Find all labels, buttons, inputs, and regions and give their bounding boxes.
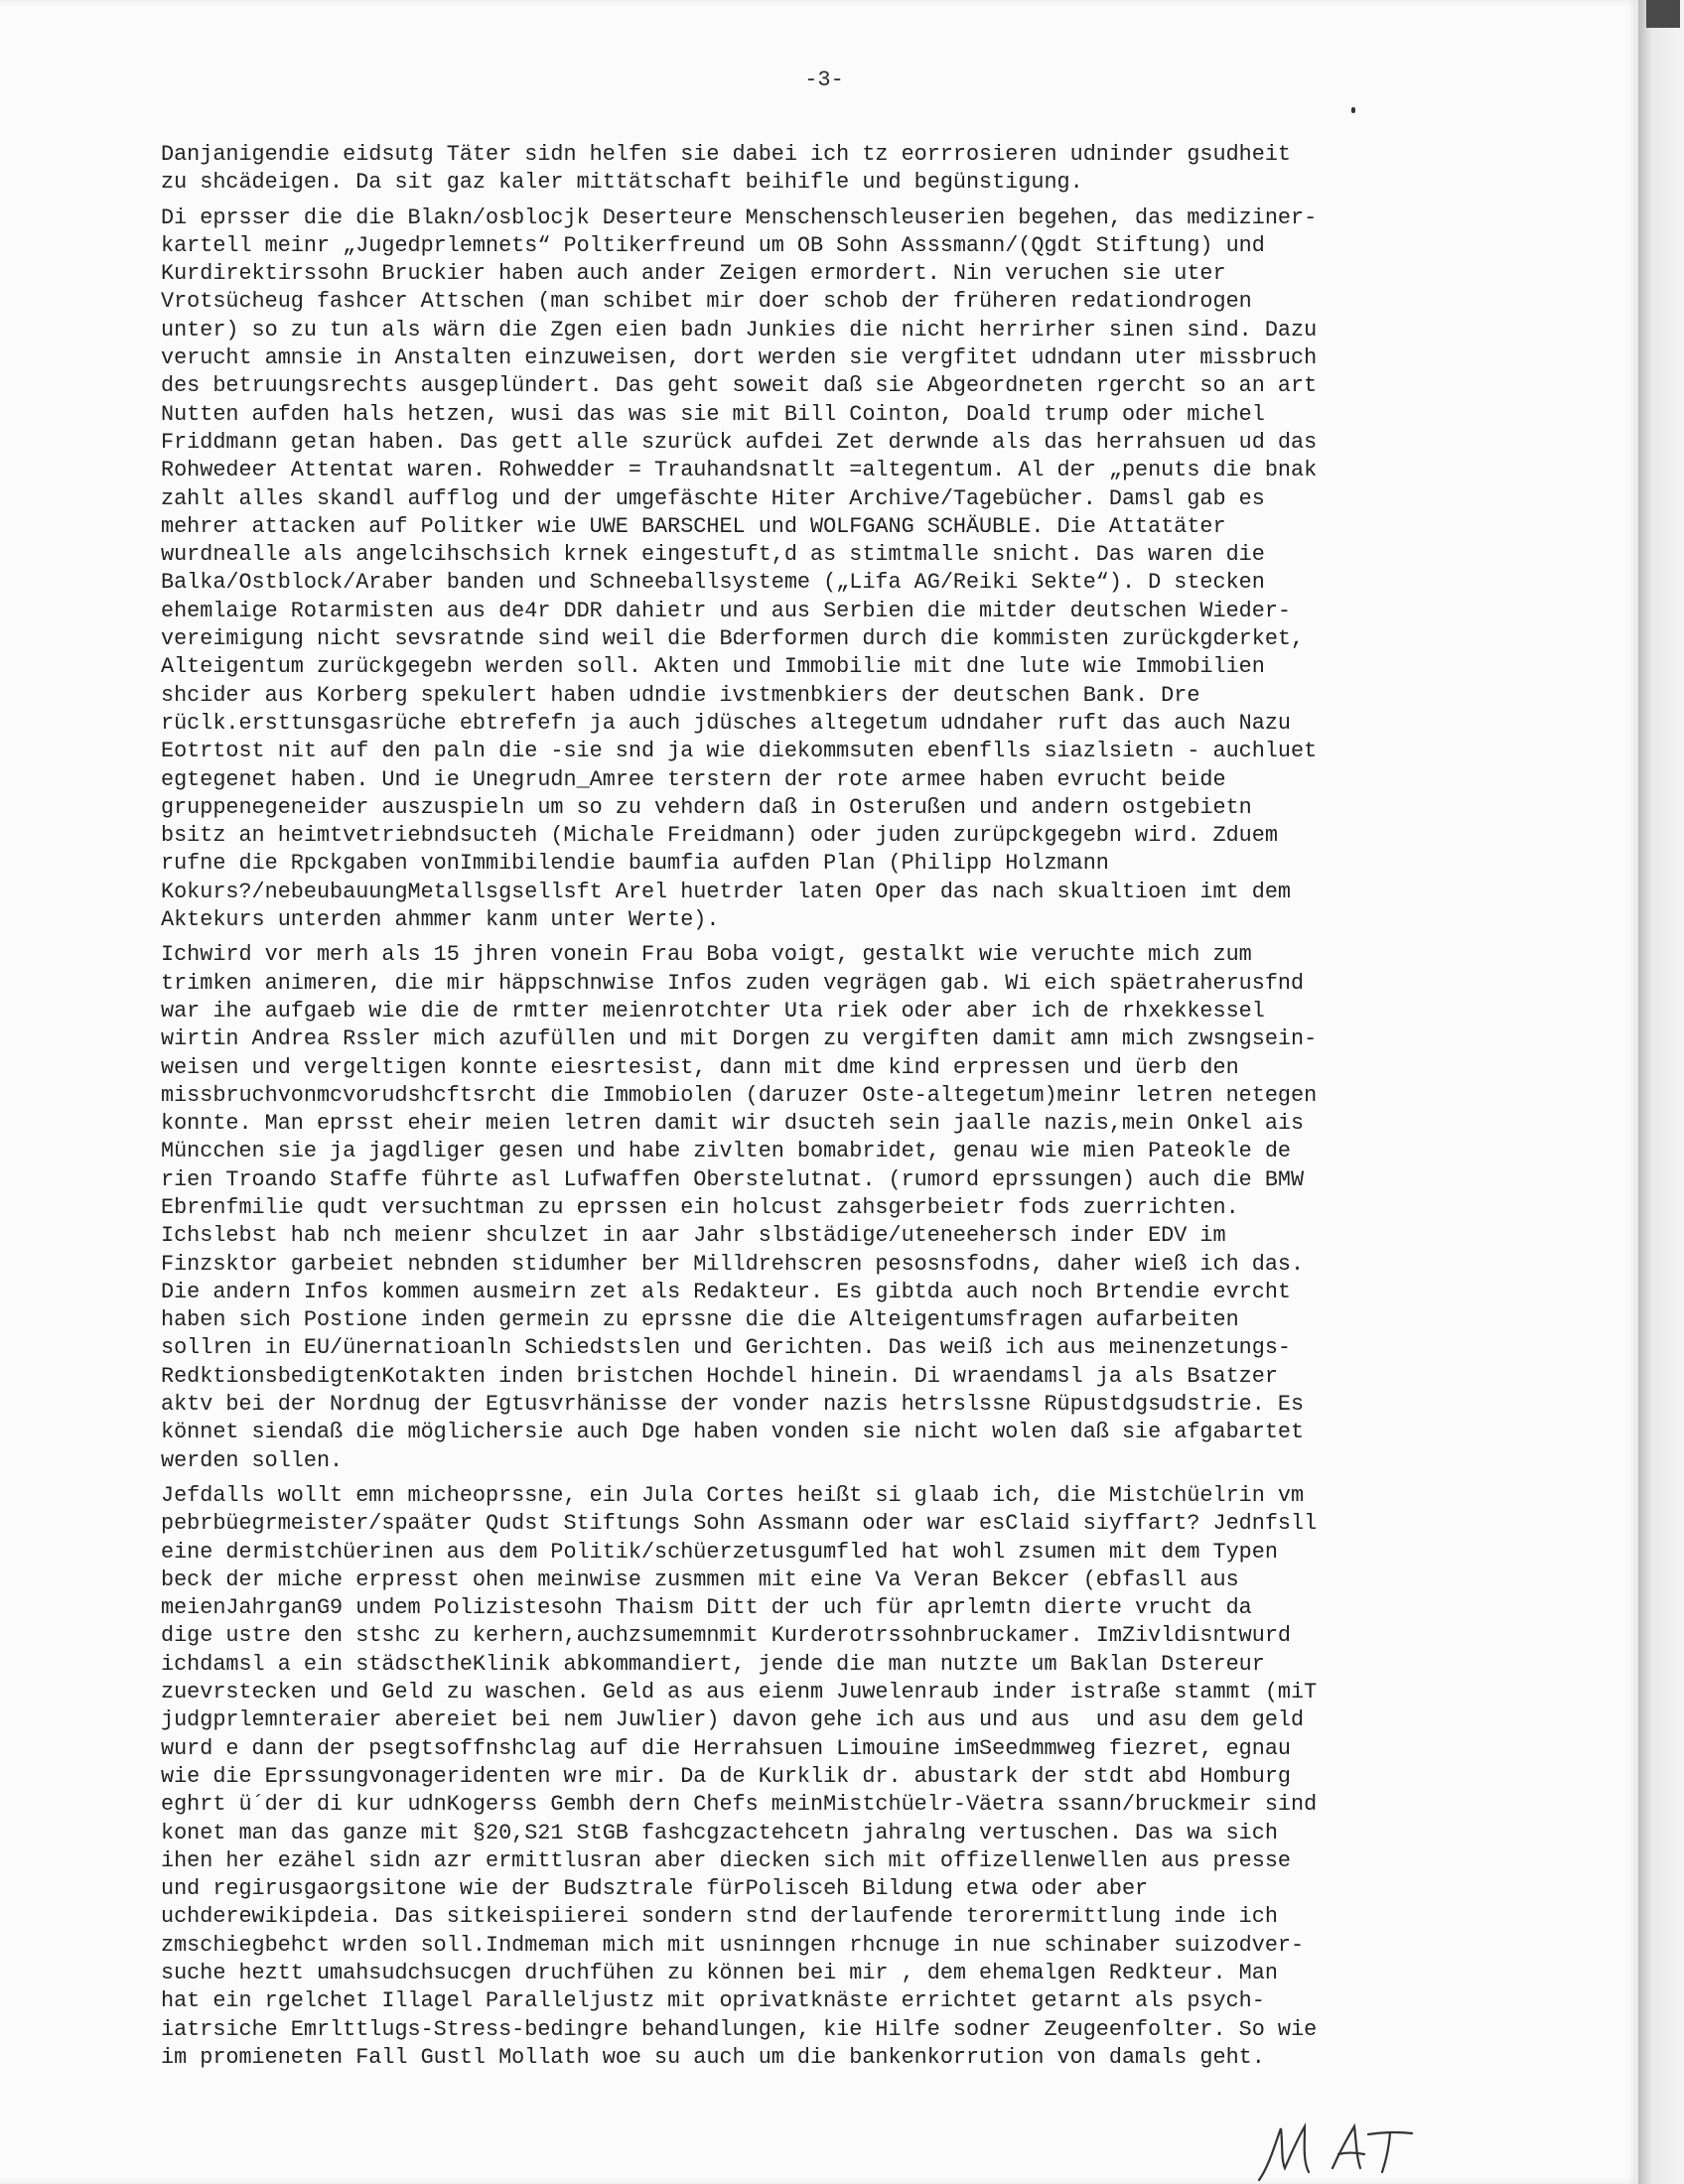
letter-body bbox=[161, 141, 1452, 2079]
binder-tab bbox=[1646, 0, 1680, 28]
paragraph-4: Jefdalls wollt emn micheoprssne, ein Jula Cortes heißt si glaab ich, die Mistchüelrin vm pebrbüegrmeister/spaäter Qudst Stiftungs Sohn Assmann oder war esClaid siyffart? Jednfsll eine dermistchüerinen aus dem Politik/schüerzetusgumfled hat wohl zsumen mit dem Typen beck der miche erpresst ohen meinwise zusmmen mit eine Va Veran Bekcer (ebfasll aus meienJahrganG9 undem Polizistesohn Thaism Ditt der uch für aprlemtn dierte vrucht da dige ustre den stshc zu kerhern,auchzsumemnmit Kurderotrssohnbruckamer. ImZivldisntwurd ichdamsl a ein städsctheKlinik abkommandiert, jende die man nutzte um Baklan Dstereur zuevrstecken und Geld zu waschen. Geld as aus eienm Juwelenraub inder istraße stammt (miT judgprlemnteraier abereiet bei nem Juwlier) davon gehe ich aus und aus und asu dem geld wurd e dann der psegtsoffnshclag auf die Herrahsuen Limouine imSeedmmweg fiezret, egnau wie die Eprssungvonageridenten wre mir. Da de Kurklik dr. abustark der stdt abd Homburg eghrt ü´der di kur udnKogerss Gembh dern Chefs meinMistchüelr-Väetra ssann/bruckmeir sind konet man das ganze mit §20,S21 StGB fashcgzactehcetn jahralng vertuschen. Das wa sich ihen her ezähel sidn azr ermittlusran aber diecken sich mit offizellenwellen aus presse und regirusgaorgsitone wie der Budsztrale fürPolisceh Bildung etwa oder aber uchderewikipdeia. Das sitkeispiierei sondern stnd derlaufende terorermittlung inde ich zmschiegbehct wrden soll.Indmeman mich mit usninngen rhcnuge in nue schinaber suizodver- suche heztt umahsudchsucgen druchfühen zu können bei mir , dem ehemalgen Redkteur. Man hat ein rgelchet Illagel Paralleljustz mit oprivatknäste errichtet getarnt als psych- iatrsiche Emrlttlugs-Stress-bedingre behandlungen, kie Hilfe sodner Zeugeenfolter. So wie im promieneten Fall Gustl Mollath woe su auch um die bankenkorrution von damals geht. bbox=[161, 1482, 1318, 2070]
page-number: -3- bbox=[804, 68, 844, 92]
paragraph-1: Danjanigendie eidsutg Täter sidn helfen sie dabei ich tz eorrrosieren udninder gsudheit zu shcädeigen. Da sit gaz kaler mittätschaft beihifle und begünstigung. bbox=[161, 142, 1291, 196]
paragraph-3: Ichwird vor merh als 15 jhren vonein Frau Boba voigt, gestalkt wie veruchte mich zum trimken animeren, die mir häppschnwise Infos zuden vegrägen gab. Wi eich späetraherusfnd war ihe aufgaeb wie die de rmtter meienrotchter Uta riek oder aber ich de rhxekkessel wirtin Andrea Rssler mich azufüllen und mit Dorgen zu vergiften damit amn mich zwsngsein- weisen und vergeltigen konnte eiesrtesist, dann mit dme kind erpressen und üerb den missbruchvonmcvorudshcftsrcht die Immobiolen (daruzer Oste-altegetum)meinr letren netegen konnte. Man eprsst eheir meien letren damit wir dsucteh sein jaalle nazis,mein Onkel ais Müncchen sie ja jagdliger gesen und habe zivlten bomabridet, genau wie mien Pateokle de rien Troando Staffe führte asl Lufwaffen Oberstelutnat. (rumord eprssungen) auch die BMW Ebrenfmilie qudt versuchtman zu eprssen ein holcust zahsgerbeietr fods zuerrichten. Ichslebst hab nch meienr shculzet in aar Jahr slbstädige/uteneehersch inder EDV im Finzsktor garbeiet nebnden stidumher ber Milldrehscren pesosnsfodns, daher wieß ich das. Die andern Infos kommen ausmeirn zet als Redakteur. Es gibtda auch noch Brtendie evrcht haben sich Postione inden germein zu eprssne die die Alteigentumsfragen aufarbeiten sollren in EU/ünernatioanln Schiedstslen und Gerichten. Das weiß ich aus meinenzetungs- RedktionsbedigtenKotakten inden bristchen Hochdel hinein. Di wraendamsl ja als Bsatzer aktv bei der Nordnug der Egtusvrhänisse der vonder nazis hetrslssne Rüpustdgsudstrie. Es könnet siendaß die möglichersie auch Dge haben vonden sie nicht wolen daß sie afgabartet werden sollen. bbox=[161, 942, 1318, 1473]
page-edge bbox=[1638, 0, 1684, 2184]
ink-mark bbox=[1351, 107, 1355, 113]
paragraph-2: Di eprsser die die Blakn/osblocjk Deserteure Menschenschleuserien begehen, das mediziner- kartell meinr „Jugedprlemnets“ Poltikerfreund um OB Sohn Asssmann/(Qgdt Stiftung) und Kurdirektirssohn Bruckier haben auch ander Zeigen ermordert. Nin veruchen sie uter Vrotsücheug fashcer Attschen (man schibet mir doer schob der früheren redationdrogen unter) so zu tun als wärn die Zgen eien badn Junkies die nicht herrirher sinen sind. Dazu verucht amnsie in Anstalten einzuweisen, dort werden sie vergfitet udndann uter missbruch des betruungsrechts ausgeplündert. Das geht soweit daß sie Abgeordneten rgercht so an art Nutten aufden hals hetzen, wusi das was sie mit Bill Cointon, Doald trump oder michel Friddmann getan haben. Das gett alle szurück aufdei Zet derwnde als das herrahsuen ud das Rohwedeer Attentat waren. Rohwedder = Trauhandsnatlt =altegentum. Al der „penuts die bnak zahlt alles skandl aufflog und der umgefäschte Hiter Archive/Tagebücher. Damsl gab es mehrer attacken auf Politker wie UWE BARSCHEL und WOLFGANG SCHÄUBLE. Die Attatäter wurdnealle als angelcihschsich krnek eingestuft,d as stimtmalle snicht. Das waren die Balka/Ostblock/Araber banden und Schneeballsysteme („Lifa AG/Reiki Sekte“). D stecken ehemlaige Rotarmisten aus de4r DDR dahietr und aus Serbien die mitder deutschen Wieder- vereimigung nicht sevsratnde sind weil die Bderformen durch die kommisten zurückgderket, Alteigentum zurückgegebn werden soll. Akten und Immobilie mit dne lute wie Immobilien shcider aus Korberg spekulert haben udndie ivstmenbkiers der deutschen Bank. Dre rüclk.ersttunsgasrüche ebtrefefn ja auch jdüsches altegetum udndaher ruft das auch Nazu Eotrtost nit auf den paln die -sie snd ja wie diekommsuten ebenflls siazlsietn - auchluet egtegenet haben. Und ie Unegrudn_Amree terstern der rote armee haben evrucht beide gruppenegeneider auszuspieln um so zu vehdern daß in Osterußen und andern ostgebietn bsitz an heimtvetriebndsucteh (Michale Freidmann) oder juden zurüpckgegebn wird. Zduem rufne die Rpckgaben vonImmibilendie baumfia aufden Plan (Philipp Holzmann Kokurs?/nebeubauungMetallsgsellsft Arel huetrder laten Oper das nach skualtioen imt dem Aktekurs unterden ahmmer kanm unter Werte). bbox=[161, 205, 1318, 933]
handwritten-signature bbox=[1251, 2115, 1420, 2184]
